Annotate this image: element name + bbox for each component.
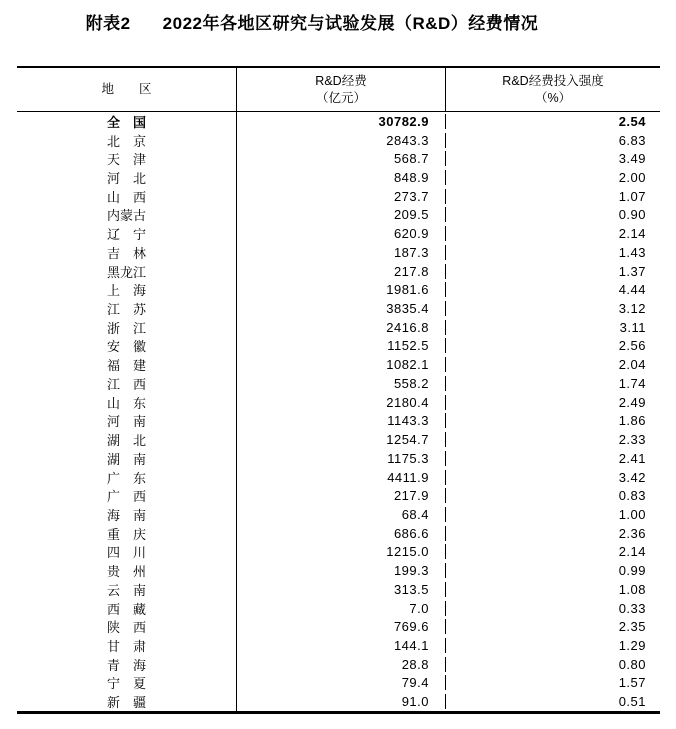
intensity-value: 2.49 <box>618 394 646 410</box>
intensity-value: 1.08 <box>618 581 646 597</box>
expenditure-value: 199.3 <box>237 563 446 578</box>
expenditure-value: 217.9 <box>237 488 446 503</box>
expenditure-value: 769.6 <box>237 619 446 634</box>
region-name: 河 北 <box>17 168 237 187</box>
region-name: 青 海 <box>17 655 237 674</box>
region-name: 天 津 <box>17 149 237 168</box>
col-header-intensity-line2: （%） <box>534 90 572 105</box>
table-row <box>17 412 660 431</box>
intensity-value: 1.29 <box>618 637 646 653</box>
table-body <box>17 112 660 711</box>
intensity-value: 2.14 <box>618 544 646 560</box>
expenditure-value: 848.9 <box>237 170 446 185</box>
region-name: 四 川 <box>17 542 237 561</box>
intensity-value: 0.90 <box>618 207 646 223</box>
region-name: 江 苏 <box>17 299 237 318</box>
region-name: 新 疆 <box>17 692 237 711</box>
table-header-row <box>17 68 660 112</box>
expenditure-value: 313.5 <box>237 582 446 597</box>
table-row <box>17 318 660 337</box>
intensity-value: 2.41 <box>618 450 646 466</box>
expenditure-value: 1215.0 <box>237 544 446 559</box>
region-name: 河 南 <box>17 411 237 430</box>
intensity-value: 0.83 <box>618 488 646 504</box>
region-name: 浙 江 <box>17 318 237 337</box>
expenditure-value: 1175.3 <box>237 451 446 466</box>
col-header-intensity <box>446 68 660 111</box>
expenditure-value: 686.6 <box>237 526 446 541</box>
table-row <box>17 243 660 262</box>
region-name: 海 南 <box>17 505 237 524</box>
table-row <box>17 355 660 374</box>
intensity-value: 0.80 <box>618 656 646 672</box>
region-name: 广 西 <box>17 486 237 505</box>
expenditure-value: 91.0 <box>237 694 446 709</box>
table-row <box>17 617 660 636</box>
intensity-value: 6.83 <box>618 132 646 148</box>
expenditure-value: 273.7 <box>237 189 446 204</box>
table-row <box>17 337 660 356</box>
region-name: 陕 西 <box>17 617 237 636</box>
region-name: 云 南 <box>17 580 237 599</box>
intensity-value: 2.54 <box>618 113 646 129</box>
table-row <box>17 149 660 168</box>
col-header-expenditure <box>237 68 446 111</box>
table-row <box>17 393 660 412</box>
intensity-value: 3.49 <box>618 151 646 167</box>
page-title <box>0 9 676 34</box>
table-row <box>17 112 660 131</box>
title-prefix: 附表2 <box>85 14 131 33</box>
table-row <box>17 449 660 468</box>
intensity-value: 2.14 <box>618 226 646 242</box>
col-header-intensity-line1: R&D经费投入强度 <box>502 73 604 88</box>
intensity-value: 2.04 <box>618 357 646 373</box>
table-row <box>17 674 660 693</box>
intensity-value: 1.57 <box>618 675 646 691</box>
region-name: 全 国 <box>17 112 237 131</box>
table-row <box>17 224 660 243</box>
region-name: 甘 肃 <box>17 636 237 655</box>
intensity-value: 2.00 <box>618 170 646 186</box>
table-row <box>17 187 660 206</box>
region-name: 辽 宁 <box>17 224 237 243</box>
expenditure-value: 30782.9 <box>237 114 446 129</box>
expenditure-value: 217.8 <box>237 264 446 279</box>
expenditure-value: 1254.7 <box>237 432 446 447</box>
rd-expenditure-table <box>17 66 660 714</box>
region-name: 福 建 <box>17 355 237 374</box>
region-name: 上 海 <box>17 280 237 299</box>
region-name: 黑龙江 <box>17 262 237 281</box>
region-name: 山 西 <box>17 187 237 206</box>
expenditure-value: 187.3 <box>237 245 446 260</box>
region-name: 宁 夏 <box>17 673 237 692</box>
table-row <box>17 655 660 674</box>
expenditure-value: 568.7 <box>237 151 446 166</box>
expenditure-value: 68.4 <box>237 507 446 522</box>
expenditure-value: 28.8 <box>237 657 446 672</box>
table-row <box>17 486 660 505</box>
col-header-region <box>17 68 237 111</box>
region-name: 安 徽 <box>17 336 237 355</box>
intensity-value: 2.33 <box>618 432 646 448</box>
table-row <box>17 561 660 580</box>
expenditure-value: 2416.8 <box>237 320 446 335</box>
table-row <box>17 168 660 187</box>
expenditure-value: 558.2 <box>237 376 446 391</box>
table-row <box>17 636 660 655</box>
table-row <box>17 206 660 225</box>
intensity-value: 3.42 <box>618 469 646 485</box>
col-header-region-label: 地 区 <box>101 82 152 96</box>
table-row <box>17 374 660 393</box>
table-row <box>17 543 660 562</box>
col-header-expenditure-line2: （亿元） <box>315 90 366 105</box>
region-name: 山 东 <box>17 393 237 412</box>
intensity-value: 1.86 <box>618 413 646 429</box>
title-main: 2022年各地区研究与试验发展（R&D）经费情况 <box>162 14 539 33</box>
region-name: 贵 州 <box>17 561 237 580</box>
expenditure-value: 209.5 <box>237 207 446 222</box>
region-name: 吉 林 <box>17 243 237 262</box>
expenditure-value: 144.1 <box>237 638 446 653</box>
intensity-value: 4.44 <box>618 282 646 298</box>
expenditure-value: 620.9 <box>237 226 446 241</box>
table-row <box>17 299 660 318</box>
intensity-value: 1.37 <box>618 263 646 279</box>
intensity-value: 0.99 <box>618 563 646 579</box>
intensity-value: 0.51 <box>618 694 646 710</box>
table-row <box>17 430 660 449</box>
intensity-value: 2.56 <box>618 338 646 354</box>
table-row <box>17 692 660 711</box>
table-row <box>17 280 660 299</box>
region-name: 西 藏 <box>17 599 237 618</box>
region-name: 北 京 <box>17 131 237 150</box>
region-name: 湖 北 <box>17 430 237 449</box>
intensity-value: 1.74 <box>618 375 646 391</box>
expenditure-value: 1143.3 <box>237 413 446 428</box>
table-row <box>17 505 660 524</box>
expenditure-value: 3835.4 <box>237 301 446 316</box>
expenditure-value: 79.4 <box>237 675 446 690</box>
intensity-value: 1.07 <box>618 188 646 204</box>
expenditure-value: 7.0 <box>237 601 446 616</box>
table-row <box>17 131 660 150</box>
region-name: 广 东 <box>17 468 237 487</box>
region-name: 湖 南 <box>17 449 237 468</box>
table-row <box>17 468 660 487</box>
intensity-value: 1.43 <box>618 244 646 260</box>
expenditure-value: 2843.3 <box>237 133 446 148</box>
table-row <box>17 524 660 543</box>
expenditure-value: 1981.6 <box>237 282 446 297</box>
intensity-value: 3.12 <box>618 301 646 317</box>
intensity-value: 1.00 <box>618 506 646 522</box>
table-row <box>17 580 660 599</box>
expenditure-value: 1082.1 <box>237 357 446 372</box>
expenditure-value: 2180.4 <box>237 395 446 410</box>
expenditure-value: 4411.9 <box>237 470 446 485</box>
intensity-value: 3.11 <box>619 319 646 335</box>
col-header-expenditure-line1: R&D经费 <box>315 73 367 88</box>
intensity-value: 2.36 <box>618 525 646 541</box>
expenditure-value: 1152.5 <box>237 338 446 353</box>
intensity-value: 2.35 <box>618 619 646 635</box>
region-name: 江 西 <box>17 374 237 393</box>
region-name: 重 庆 <box>17 524 237 543</box>
region-name: 内蒙古 <box>17 205 237 224</box>
intensity-value: 0.33 <box>618 600 646 616</box>
table-row <box>17 262 660 281</box>
table-row <box>17 599 660 618</box>
